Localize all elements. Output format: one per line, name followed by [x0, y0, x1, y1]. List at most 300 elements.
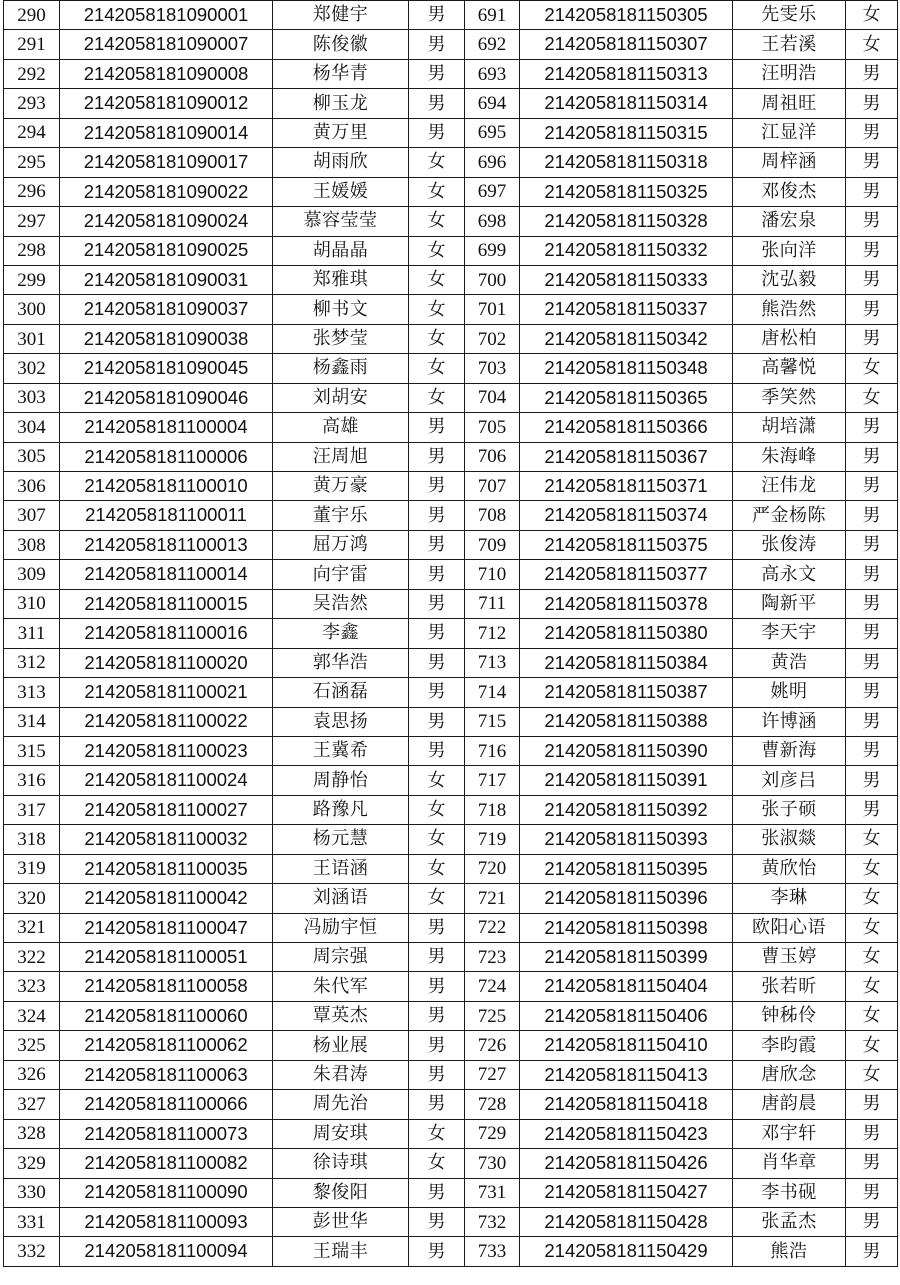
left-seq-cell: 324 [4, 1001, 60, 1030]
right-seq-cell: 711 [465, 589, 520, 618]
right-name-cell: 张向洋 [733, 236, 846, 265]
right-seq-cell: 693 [465, 59, 520, 88]
right-sex-cell: 女 [846, 972, 898, 1001]
table-row [4, 324, 898, 353]
right-sex-cell: 男 [846, 648, 898, 677]
right-name-cell: 张若昕 [733, 972, 846, 1001]
right-id-cell: 2142058181150423 [520, 1119, 733, 1148]
left-id-cell: 2142058181090024 [60, 207, 273, 236]
left-seq-cell: 299 [4, 265, 60, 294]
table-row [4, 943, 898, 972]
left-seq-cell: 322 [4, 943, 60, 972]
right-id-cell: 2142058181150375 [520, 530, 733, 559]
left-id-cell: 2142058181100032 [60, 825, 273, 854]
left-seq-cell: 304 [4, 413, 60, 442]
right-id-cell: 2142058181150348 [520, 354, 733, 383]
left-name-cell: 屈万鸿 [273, 530, 409, 559]
left-id-cell: 2142058181090007 [60, 30, 273, 59]
left-sex-cell: 女 [409, 884, 465, 913]
right-sex-cell: 女 [846, 913, 898, 942]
left-seq-cell: 311 [4, 619, 60, 648]
right-seq-cell: 725 [465, 1001, 520, 1030]
left-id-cell: 2142058181090017 [60, 148, 273, 177]
right-name-cell: 邓宇轩 [733, 1119, 846, 1148]
right-name-cell: 张孟杰 [733, 1207, 846, 1236]
right-id-cell: 2142058181150365 [520, 383, 733, 412]
left-sex-cell: 男 [409, 30, 465, 59]
right-seq-cell: 702 [465, 324, 520, 353]
right-seq-cell: 715 [465, 707, 520, 736]
right-id-cell: 2142058181150374 [520, 501, 733, 530]
left-id-cell: 2142058181090045 [60, 354, 273, 383]
left-sex-cell: 女 [409, 766, 465, 795]
table-row [4, 795, 898, 824]
right-id-cell: 2142058181150418 [520, 1090, 733, 1119]
table-row [4, 1149, 898, 1178]
table-row [4, 707, 898, 736]
right-seq-cell: 713 [465, 648, 520, 677]
table-row [4, 560, 898, 589]
left-sex-cell: 男 [409, 589, 465, 618]
right-name-cell: 唐欣念 [733, 1060, 846, 1089]
left-name-cell: 周安琪 [273, 1119, 409, 1148]
left-sex-cell: 女 [409, 324, 465, 353]
left-id-cell: 2142058181100010 [60, 472, 273, 501]
right-name-cell: 先雯乐 [733, 1, 846, 30]
left-sex-cell: 男 [409, 1060, 465, 1089]
table-row [4, 354, 898, 383]
right-name-cell: 姚明 [733, 678, 846, 707]
left-sex-cell: 男 [409, 619, 465, 648]
left-name-cell: 周宗强 [273, 943, 409, 972]
left-id-cell: 2142058181090001 [60, 1, 273, 30]
left-id-cell: 2142058181090012 [60, 89, 273, 118]
right-seq-cell: 723 [465, 943, 520, 972]
right-sex-cell: 男 [846, 177, 898, 206]
left-seq-cell: 330 [4, 1178, 60, 1207]
right-id-cell: 2142058181150333 [520, 265, 733, 294]
left-id-cell: 2142058181100063 [60, 1060, 273, 1089]
right-id-cell: 2142058181150314 [520, 89, 733, 118]
left-name-cell: 郑健宇 [273, 1, 409, 30]
right-sex-cell: 男 [846, 1237, 898, 1266]
left-seq-cell: 314 [4, 707, 60, 736]
right-seq-cell: 719 [465, 825, 520, 854]
left-sex-cell: 男 [409, 413, 465, 442]
right-seq-cell: 694 [465, 89, 520, 118]
table-row [4, 207, 898, 236]
right-sex-cell: 男 [846, 295, 898, 324]
right-name-cell: 季笑然 [733, 383, 846, 412]
right-seq-cell: 703 [465, 354, 520, 383]
table-row [4, 265, 898, 294]
right-sex-cell: 女 [846, 825, 898, 854]
right-sex-cell: 男 [846, 1149, 898, 1178]
right-name-cell: 张淑燚 [733, 825, 846, 854]
left-sex-cell: 男 [409, 1, 465, 30]
left-name-cell: 向宇雷 [273, 560, 409, 589]
left-seq-cell: 317 [4, 795, 60, 824]
left-name-cell: 高雄 [273, 413, 409, 442]
right-sex-cell: 男 [846, 118, 898, 147]
left-sex-cell: 男 [409, 1031, 465, 1060]
left-id-cell: 2142058181090014 [60, 118, 273, 147]
right-seq-cell: 729 [465, 1119, 520, 1148]
left-id-cell: 2142058181100024 [60, 766, 273, 795]
right-id-cell: 2142058181150387 [520, 678, 733, 707]
left-name-cell: 柳玉龙 [273, 89, 409, 118]
left-sex-cell: 男 [409, 472, 465, 501]
left-name-cell: 郑雅琪 [273, 265, 409, 294]
left-seq-cell: 293 [4, 89, 60, 118]
left-name-cell: 王媛媛 [273, 177, 409, 206]
right-name-cell: 熊浩 [733, 1237, 846, 1266]
left-name-cell: 杨元慧 [273, 825, 409, 854]
right-name-cell: 黄浩 [733, 648, 846, 677]
right-id-cell: 2142058181150388 [520, 707, 733, 736]
left-id-cell: 2142058181100020 [60, 648, 273, 677]
left-seq-cell: 309 [4, 560, 60, 589]
table-row [4, 1, 898, 30]
table-row [4, 1060, 898, 1089]
left-sex-cell: 女 [409, 354, 465, 383]
left-name-cell: 杨鑫雨 [273, 354, 409, 383]
left-name-cell: 郭华浩 [273, 648, 409, 677]
left-id-cell: 2142058181100011 [60, 501, 273, 530]
left-sex-cell: 女 [409, 177, 465, 206]
left-id-cell: 2142058181100066 [60, 1090, 273, 1119]
table-row [4, 648, 898, 677]
left-name-cell: 王瑞丰 [273, 1237, 409, 1266]
table-row [4, 177, 898, 206]
left-sex-cell: 男 [409, 943, 465, 972]
table-row [4, 472, 898, 501]
table-row [4, 1207, 898, 1236]
table-row [4, 295, 898, 324]
left-name-cell: 陈俊徽 [273, 30, 409, 59]
left-name-cell: 黄万里 [273, 118, 409, 147]
right-sex-cell: 女 [846, 383, 898, 412]
left-id-cell: 2142058181090037 [60, 295, 273, 324]
left-id-cell: 2142058181100015 [60, 589, 273, 618]
left-id-cell: 2142058181100021 [60, 678, 273, 707]
left-id-cell: 2142058181100013 [60, 530, 273, 559]
left-id-cell: 2142058181090031 [60, 265, 273, 294]
left-sex-cell: 男 [409, 1237, 465, 1266]
left-name-cell: 袁思扬 [273, 707, 409, 736]
table-row [4, 1031, 898, 1060]
right-seq-cell: 707 [465, 472, 520, 501]
right-name-cell: 李书砚 [733, 1178, 846, 1207]
left-sex-cell: 男 [409, 118, 465, 147]
right-sex-cell: 女 [846, 1, 898, 30]
left-id-cell: 2142058181090025 [60, 236, 273, 265]
left-sex-cell: 男 [409, 707, 465, 736]
right-sex-cell: 男 [846, 89, 898, 118]
left-id-cell: 2142058181100027 [60, 795, 273, 824]
left-seq-cell: 301 [4, 324, 60, 353]
left-sex-cell: 男 [409, 1207, 465, 1236]
left-sex-cell: 男 [409, 1001, 465, 1030]
left-sex-cell: 女 [409, 1149, 465, 1178]
right-sex-cell: 女 [846, 854, 898, 883]
right-seq-cell: 720 [465, 854, 520, 883]
right-id-cell: 2142058181150406 [520, 1001, 733, 1030]
left-id-cell: 2142058181100073 [60, 1119, 273, 1148]
right-sex-cell: 男 [846, 442, 898, 471]
right-name-cell: 黄欣怡 [733, 854, 846, 883]
left-id-cell: 2142058181100035 [60, 854, 273, 883]
right-name-cell: 沈弘毅 [733, 265, 846, 294]
left-name-cell: 路豫凡 [273, 795, 409, 824]
left-seq-cell: 291 [4, 30, 60, 59]
right-sex-cell: 男 [846, 589, 898, 618]
left-name-cell: 杨业展 [273, 1031, 409, 1060]
right-seq-cell: 730 [465, 1149, 520, 1178]
table-row [4, 30, 898, 59]
left-sex-cell: 女 [409, 236, 465, 265]
right-sex-cell: 女 [846, 943, 898, 972]
roster-table [3, 0, 898, 1267]
left-seq-cell: 328 [4, 1119, 60, 1148]
right-name-cell: 李琳 [733, 884, 846, 913]
table-row [4, 442, 898, 471]
right-name-cell: 严金杨陈 [733, 501, 846, 530]
right-seq-cell: 728 [465, 1090, 520, 1119]
left-name-cell: 冯励宇恒 [273, 913, 409, 942]
right-seq-cell: 712 [465, 619, 520, 648]
table-row [4, 736, 898, 765]
right-name-cell: 陶新平 [733, 589, 846, 618]
left-seq-cell: 290 [4, 1, 60, 30]
left-seq-cell: 310 [4, 589, 60, 618]
right-sex-cell: 男 [846, 472, 898, 501]
left-seq-cell: 327 [4, 1090, 60, 1119]
left-seq-cell: 297 [4, 207, 60, 236]
right-name-cell: 高馨悦 [733, 354, 846, 383]
table-row [4, 383, 898, 412]
table-row [4, 678, 898, 707]
right-sex-cell: 男 [846, 707, 898, 736]
left-name-cell: 王冀希 [273, 736, 409, 765]
right-name-cell: 熊浩然 [733, 295, 846, 324]
left-id-cell: 2142058181100047 [60, 913, 273, 942]
left-name-cell: 张梦莹 [273, 324, 409, 353]
left-name-cell: 刘胡安 [273, 383, 409, 412]
left-seq-cell: 320 [4, 884, 60, 913]
right-seq-cell: 691 [465, 1, 520, 30]
right-name-cell: 许博涵 [733, 707, 846, 736]
right-sex-cell: 女 [846, 354, 898, 383]
right-sex-cell: 男 [846, 207, 898, 236]
right-sex-cell: 男 [846, 560, 898, 589]
right-sex-cell: 男 [846, 530, 898, 559]
right-id-cell: 2142058181150413 [520, 1060, 733, 1089]
left-name-cell: 汪周旭 [273, 442, 409, 471]
right-seq-cell: 705 [465, 413, 520, 442]
right-name-cell: 欧阳心语 [733, 913, 846, 942]
right-seq-cell: 722 [465, 913, 520, 942]
left-id-cell: 2142058181090022 [60, 177, 273, 206]
right-sex-cell: 男 [846, 795, 898, 824]
right-id-cell: 2142058181150428 [520, 1207, 733, 1236]
table-row [4, 619, 898, 648]
table-row [4, 59, 898, 88]
left-seq-cell: 307 [4, 501, 60, 530]
right-id-cell: 2142058181150393 [520, 825, 733, 854]
left-id-cell: 2142058181100022 [60, 707, 273, 736]
left-name-cell: 朱代军 [273, 972, 409, 1001]
left-name-cell: 黎俊阳 [273, 1178, 409, 1207]
left-seq-cell: 300 [4, 295, 60, 324]
left-id-cell: 2142058181090038 [60, 324, 273, 353]
left-seq-cell: 308 [4, 530, 60, 559]
right-id-cell: 2142058181150392 [520, 795, 733, 824]
left-name-cell: 彭世华 [273, 1207, 409, 1236]
right-id-cell: 2142058181150395 [520, 854, 733, 883]
left-sex-cell: 男 [409, 89, 465, 118]
table-row [4, 530, 898, 559]
table-row [4, 972, 898, 1001]
table-row [4, 118, 898, 147]
left-seq-cell: 332 [4, 1237, 60, 1266]
left-sex-cell: 女 [409, 1119, 465, 1148]
left-sex-cell: 女 [409, 825, 465, 854]
left-seq-cell: 315 [4, 736, 60, 765]
right-sex-cell: 男 [846, 1119, 898, 1148]
right-id-cell: 2142058181150367 [520, 442, 733, 471]
right-id-cell: 2142058181150410 [520, 1031, 733, 1060]
right-name-cell: 曹新海 [733, 736, 846, 765]
right-seq-cell: 709 [465, 530, 520, 559]
left-name-cell: 吴浩然 [273, 589, 409, 618]
right-sex-cell: 男 [846, 413, 898, 442]
left-sex-cell: 女 [409, 383, 465, 412]
table-row [4, 1237, 898, 1266]
left-sex-cell: 男 [409, 530, 465, 559]
right-name-cell: 张俊涛 [733, 530, 846, 559]
right-sex-cell: 男 [846, 265, 898, 294]
table-row [4, 236, 898, 265]
left-seq-cell: 323 [4, 972, 60, 1001]
right-seq-cell: 718 [465, 795, 520, 824]
right-name-cell: 肖华章 [733, 1149, 846, 1178]
left-sex-cell: 男 [409, 972, 465, 1001]
right-id-cell: 2142058181150305 [520, 1, 733, 30]
left-id-cell: 2142058181100094 [60, 1237, 273, 1266]
table-row [4, 89, 898, 118]
left-id-cell: 2142058181100023 [60, 736, 273, 765]
table-row [4, 501, 898, 530]
left-name-cell: 董宇乐 [273, 501, 409, 530]
left-id-cell: 2142058181100016 [60, 619, 273, 648]
left-seq-cell: 313 [4, 678, 60, 707]
left-id-cell: 2142058181100004 [60, 413, 273, 442]
left-id-cell: 2142058181100042 [60, 884, 273, 913]
left-seq-cell: 318 [4, 825, 60, 854]
left-sex-cell: 男 [409, 59, 465, 88]
right-seq-cell: 721 [465, 884, 520, 913]
roster-body [4, 1, 898, 1267]
right-seq-cell: 698 [465, 207, 520, 236]
right-sex-cell: 男 [846, 1178, 898, 1207]
right-name-cell: 汪明浩 [733, 59, 846, 88]
right-sex-cell: 男 [846, 324, 898, 353]
left-sex-cell: 女 [409, 148, 465, 177]
right-id-cell: 2142058181150391 [520, 766, 733, 795]
left-id-cell: 2142058181090046 [60, 383, 273, 412]
left-seq-cell: 303 [4, 383, 60, 412]
left-name-cell: 朱君涛 [273, 1060, 409, 1089]
left-seq-cell: 305 [4, 442, 60, 471]
right-name-cell: 刘彦吕 [733, 766, 846, 795]
table-row [4, 589, 898, 618]
left-name-cell: 胡晶晶 [273, 236, 409, 265]
right-name-cell: 周梓涵 [733, 148, 846, 177]
left-name-cell: 石涵磊 [273, 678, 409, 707]
right-seq-cell: 726 [465, 1031, 520, 1060]
right-id-cell: 2142058181150307 [520, 30, 733, 59]
table-row [4, 1001, 898, 1030]
left-id-cell: 2142058181100014 [60, 560, 273, 589]
right-name-cell: 钟秭伶 [733, 1001, 846, 1030]
left-sex-cell: 女 [409, 207, 465, 236]
right-sex-cell: 男 [846, 678, 898, 707]
table-row [4, 854, 898, 883]
right-id-cell: 2142058181150313 [520, 59, 733, 88]
right-sex-cell: 男 [846, 1207, 898, 1236]
table-row [4, 413, 898, 442]
left-seq-cell: 319 [4, 854, 60, 883]
right-id-cell: 2142058181150378 [520, 589, 733, 618]
table-row [4, 1090, 898, 1119]
right-name-cell: 高永文 [733, 560, 846, 589]
right-seq-cell: 716 [465, 736, 520, 765]
left-sex-cell: 女 [409, 795, 465, 824]
right-sex-cell: 男 [846, 148, 898, 177]
right-seq-cell: 732 [465, 1207, 520, 1236]
left-seq-cell: 296 [4, 177, 60, 206]
left-sex-cell: 男 [409, 1090, 465, 1119]
left-sex-cell: 男 [409, 648, 465, 677]
right-seq-cell: 714 [465, 678, 520, 707]
right-seq-cell: 708 [465, 501, 520, 530]
right-seq-cell: 699 [465, 236, 520, 265]
right-name-cell: 汪伟龙 [733, 472, 846, 501]
right-seq-cell: 692 [465, 30, 520, 59]
left-seq-cell: 312 [4, 648, 60, 677]
left-seq-cell: 321 [4, 913, 60, 942]
left-seq-cell: 316 [4, 766, 60, 795]
right-name-cell: 胡培潇 [733, 413, 846, 442]
left-id-cell: 2142058181100058 [60, 972, 273, 1001]
left-name-cell: 刘涵语 [273, 884, 409, 913]
right-sex-cell: 男 [846, 501, 898, 530]
right-sex-cell: 女 [846, 884, 898, 913]
left-sex-cell: 女 [409, 295, 465, 324]
right-id-cell: 2142058181150426 [520, 1149, 733, 1178]
left-name-cell: 周静怡 [273, 766, 409, 795]
right-id-cell: 2142058181150396 [520, 884, 733, 913]
right-name-cell: 王若溪 [733, 30, 846, 59]
right-id-cell: 2142058181150427 [520, 1178, 733, 1207]
left-seq-cell: 294 [4, 118, 60, 147]
right-id-cell: 2142058181150404 [520, 972, 733, 1001]
left-name-cell: 柳书文 [273, 295, 409, 324]
right-name-cell: 张子硕 [733, 795, 846, 824]
right-seq-cell: 701 [465, 295, 520, 324]
right-seq-cell: 733 [465, 1237, 520, 1266]
